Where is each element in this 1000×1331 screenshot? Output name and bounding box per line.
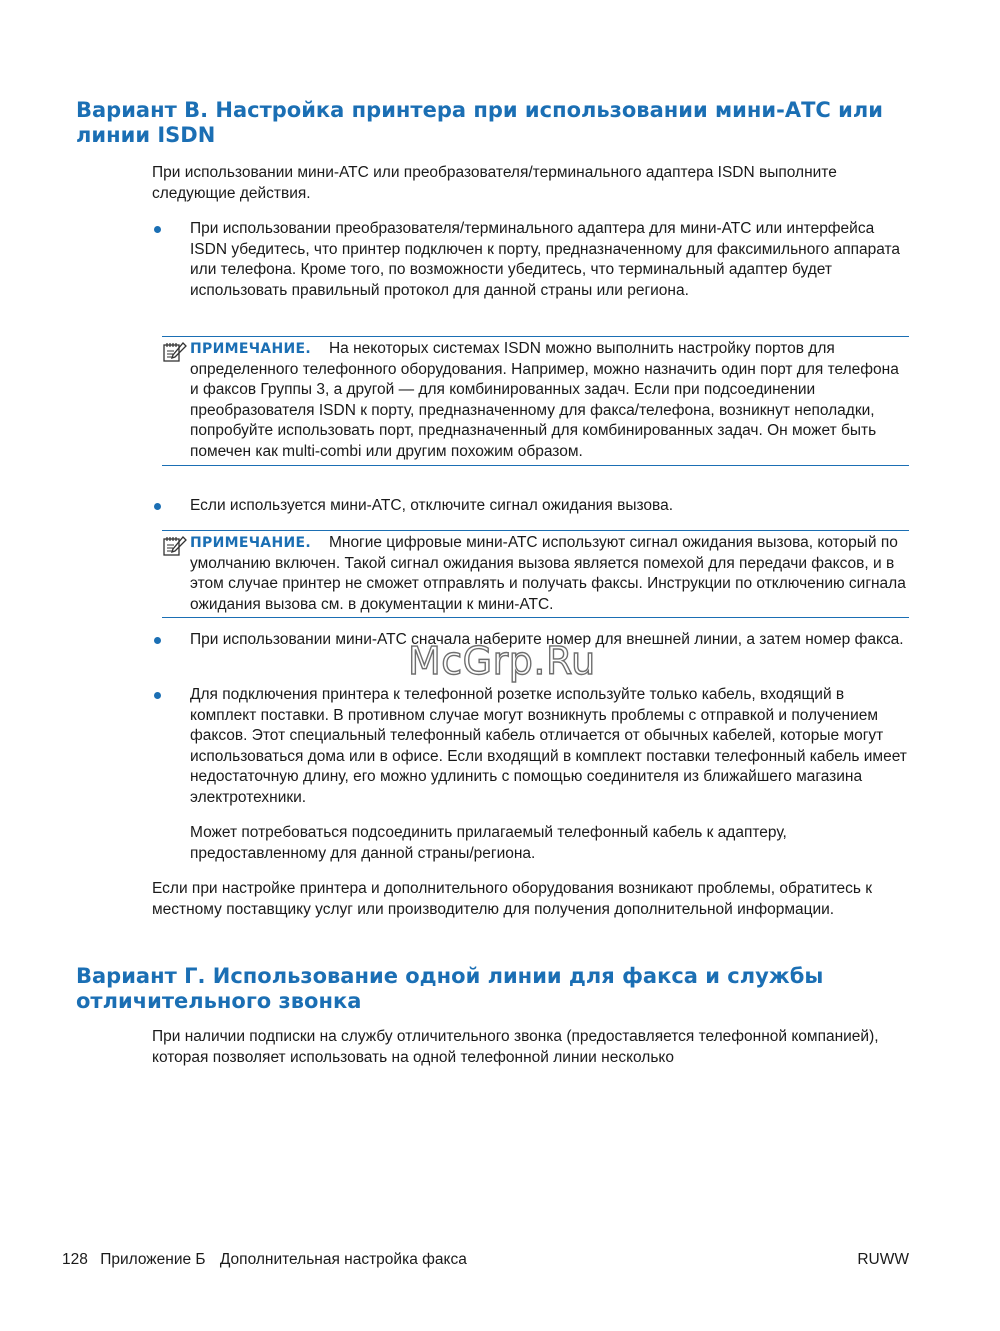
watermark: McGrp.Ru xyxy=(408,639,596,683)
footer-locale: RUWW xyxy=(857,1251,909,1268)
section-g-heading: Вариант Г. Использование одной линии для факса и службы отличительного звонка xyxy=(76,964,824,1013)
bullet-continuation: Может потребоваться подсоединить прилагаемый телефонный кабель к адаптеру, предоставленному для данной страны/региона. xyxy=(190,824,787,862)
section-b-heading: Вариант В. Настройка принтера при использовании мини-АТС или линии ISDN xyxy=(76,98,883,147)
note-body: Многие цифровые мини-АТС используют сигнал ожидания вызова, который по умолчанию включен. Такой сигнал ожидания вызова является помехой для передачи факсов, и в этом случае принтер не сможет отправлять и получать факсы. Инструкции по отключению сигнала ожидания вызова см. в документации к мини-АТС. xyxy=(190,534,906,613)
bullet-text: Если используется мини-АТС, отключите сигнал ожидания вызова. xyxy=(190,497,674,514)
note-pencil-icon xyxy=(162,340,188,364)
bullet-icon xyxy=(154,226,161,233)
bullet-text: При использовании преобразователя/терминального адаптера для мини-АТС или интерфейса ISDN убедитесь, что принтер подключен к порту, предназначенному для факсимильного аппарата или телефона. Кроме того, по возможности убедитесь, что терминальный адаптер будет использовать правильный протокол для данной страны или региона. xyxy=(190,220,901,299)
bullet-text: Для подключения принтера к телефонной розетке используйте только кабель, входящий в комплект поставки. В противном случае могут возникнуть проблемы с отправкой и получением факсов. Этот специальный телефонный кабель отличается от обычных кабелей, которые могут использоваться дома или в офисе. Если входящий в комплект поставки телефонный кабель имеет недостаточную длину, его можно удлинить с помощью соединителя из ближайшего магазина электротехники. xyxy=(190,686,907,806)
note-body: На некоторых системах ISDN можно выполнить настройку портов для определенного телефонного оборудования. Например, можно назначить один порт для телефона и факсов Группы 3, а другой — для комбинированных задач. Если при подсоединении преобразователя ISDN к порту, предназначенному для факса/телефона, возникнут неполадки, попробуйте использовать порт, предназначенный для комбинированных задач. Он может быть помечен как multi-combi или другим похожим образом. xyxy=(190,340,899,460)
footer-chapter: Дополнительная настройка факса xyxy=(219,1251,467,1268)
footer-left xyxy=(62,1250,467,1270)
bullet-text: При использовании мини-АТС сначала наберите номер для внешней линии, а затем номер факса. xyxy=(190,631,904,648)
note-label: ПРИМЕЧАНИЕ. xyxy=(190,535,311,551)
section-b-intro: При использовании мини-АТС или преобразователя/терминального адаптера ISDN выполните следующие действия. xyxy=(152,164,837,202)
bullet-icon xyxy=(154,637,161,644)
footer-appendix: Приложение Б xyxy=(100,1251,206,1268)
section-b-closing: Если при настройке принтера и дополнительного оборудования возникают проблемы, обратитесь к местному поставщику услуг или производителю для получения дополнительной информации. xyxy=(152,880,873,918)
note-text xyxy=(162,337,909,465)
bullet-icon xyxy=(154,503,161,510)
bullet-icon xyxy=(154,692,161,699)
section-g-intro: При наличии подписки на службу отличительного звонка (предоставляется телефонной компанией), которая позволяет использовать на одной телефонной линии несколько xyxy=(152,1028,879,1066)
note-box xyxy=(162,336,909,466)
page-number: 128 xyxy=(62,1251,88,1268)
note-label: ПРИМЕЧАНИЕ. xyxy=(190,341,311,357)
note-box xyxy=(162,530,909,618)
note-pencil-icon xyxy=(162,534,188,558)
note-text xyxy=(162,531,909,617)
